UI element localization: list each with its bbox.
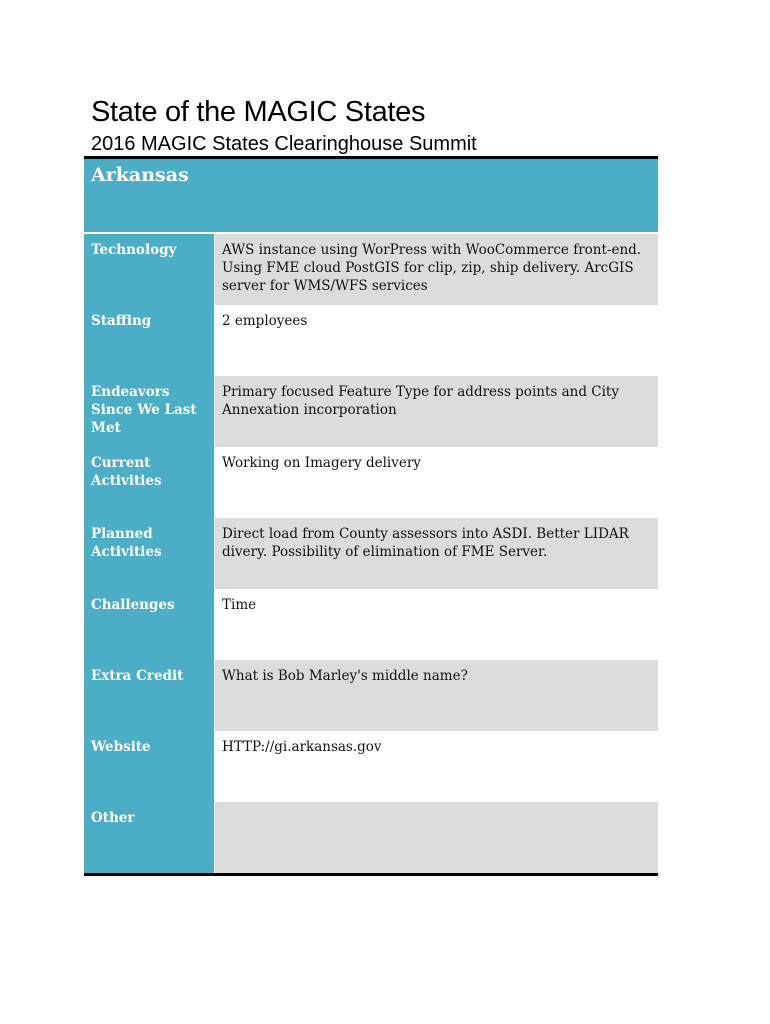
- row-value: What is Bob Marley's middle name?: [214, 660, 658, 731]
- row-label: Extra Credit: [84, 660, 214, 731]
- row-label: Website: [84, 731, 214, 802]
- row-technology: [84, 234, 658, 305]
- row-label: Endeavors Since We Last Met: [84, 376, 214, 447]
- row-value: Time: [214, 589, 658, 660]
- row-planned-activities: [84, 518, 658, 589]
- row-current-activities: [84, 447, 658, 518]
- document-title: State of the MAGIC States: [91, 96, 426, 128]
- row-staffing: [84, 305, 658, 376]
- state-summary-card: [84, 156, 658, 876]
- row-value: Working on Imagery delivery: [214, 447, 658, 518]
- row-value: 2 employees: [214, 305, 658, 376]
- row-value: [214, 802, 658, 873]
- row-endeavors: [84, 376, 658, 447]
- state-name: Arkansas: [91, 164, 189, 186]
- row-value: Primary focused Feature Type for address points and City Annexation incorporation: [214, 376, 658, 447]
- row-website: [84, 731, 658, 802]
- row-label: Challenges: [84, 589, 214, 660]
- row-label: Current Activities: [84, 447, 214, 518]
- row-extra-credit: [84, 660, 658, 731]
- document-subtitle: 2016 MAGIC States Clearinghouse Summit: [91, 133, 477, 155]
- row-label: Planned Activities: [84, 518, 214, 589]
- row-value: AWS instance using WorPress with WooCommerce front-end. Using FME cloud PostGIS for clip, zip, ship delivery. ArcGIS server for WMS/WFS services: [214, 234, 658, 305]
- row-other: [84, 802, 658, 873]
- website-link[interactable]: HTTP://gi.arkansas.gov: [214, 731, 658, 802]
- row-value: Direct load from County assessors into ASDI. Better LIDAR divery. Possibility of elimination of FME Server.: [214, 518, 658, 589]
- state-header: [84, 159, 658, 234]
- row-label: Staffing: [84, 305, 214, 376]
- row-label: Other: [84, 802, 214, 873]
- row-challenges: [84, 589, 658, 660]
- row-label: Technology: [84, 234, 214, 305]
